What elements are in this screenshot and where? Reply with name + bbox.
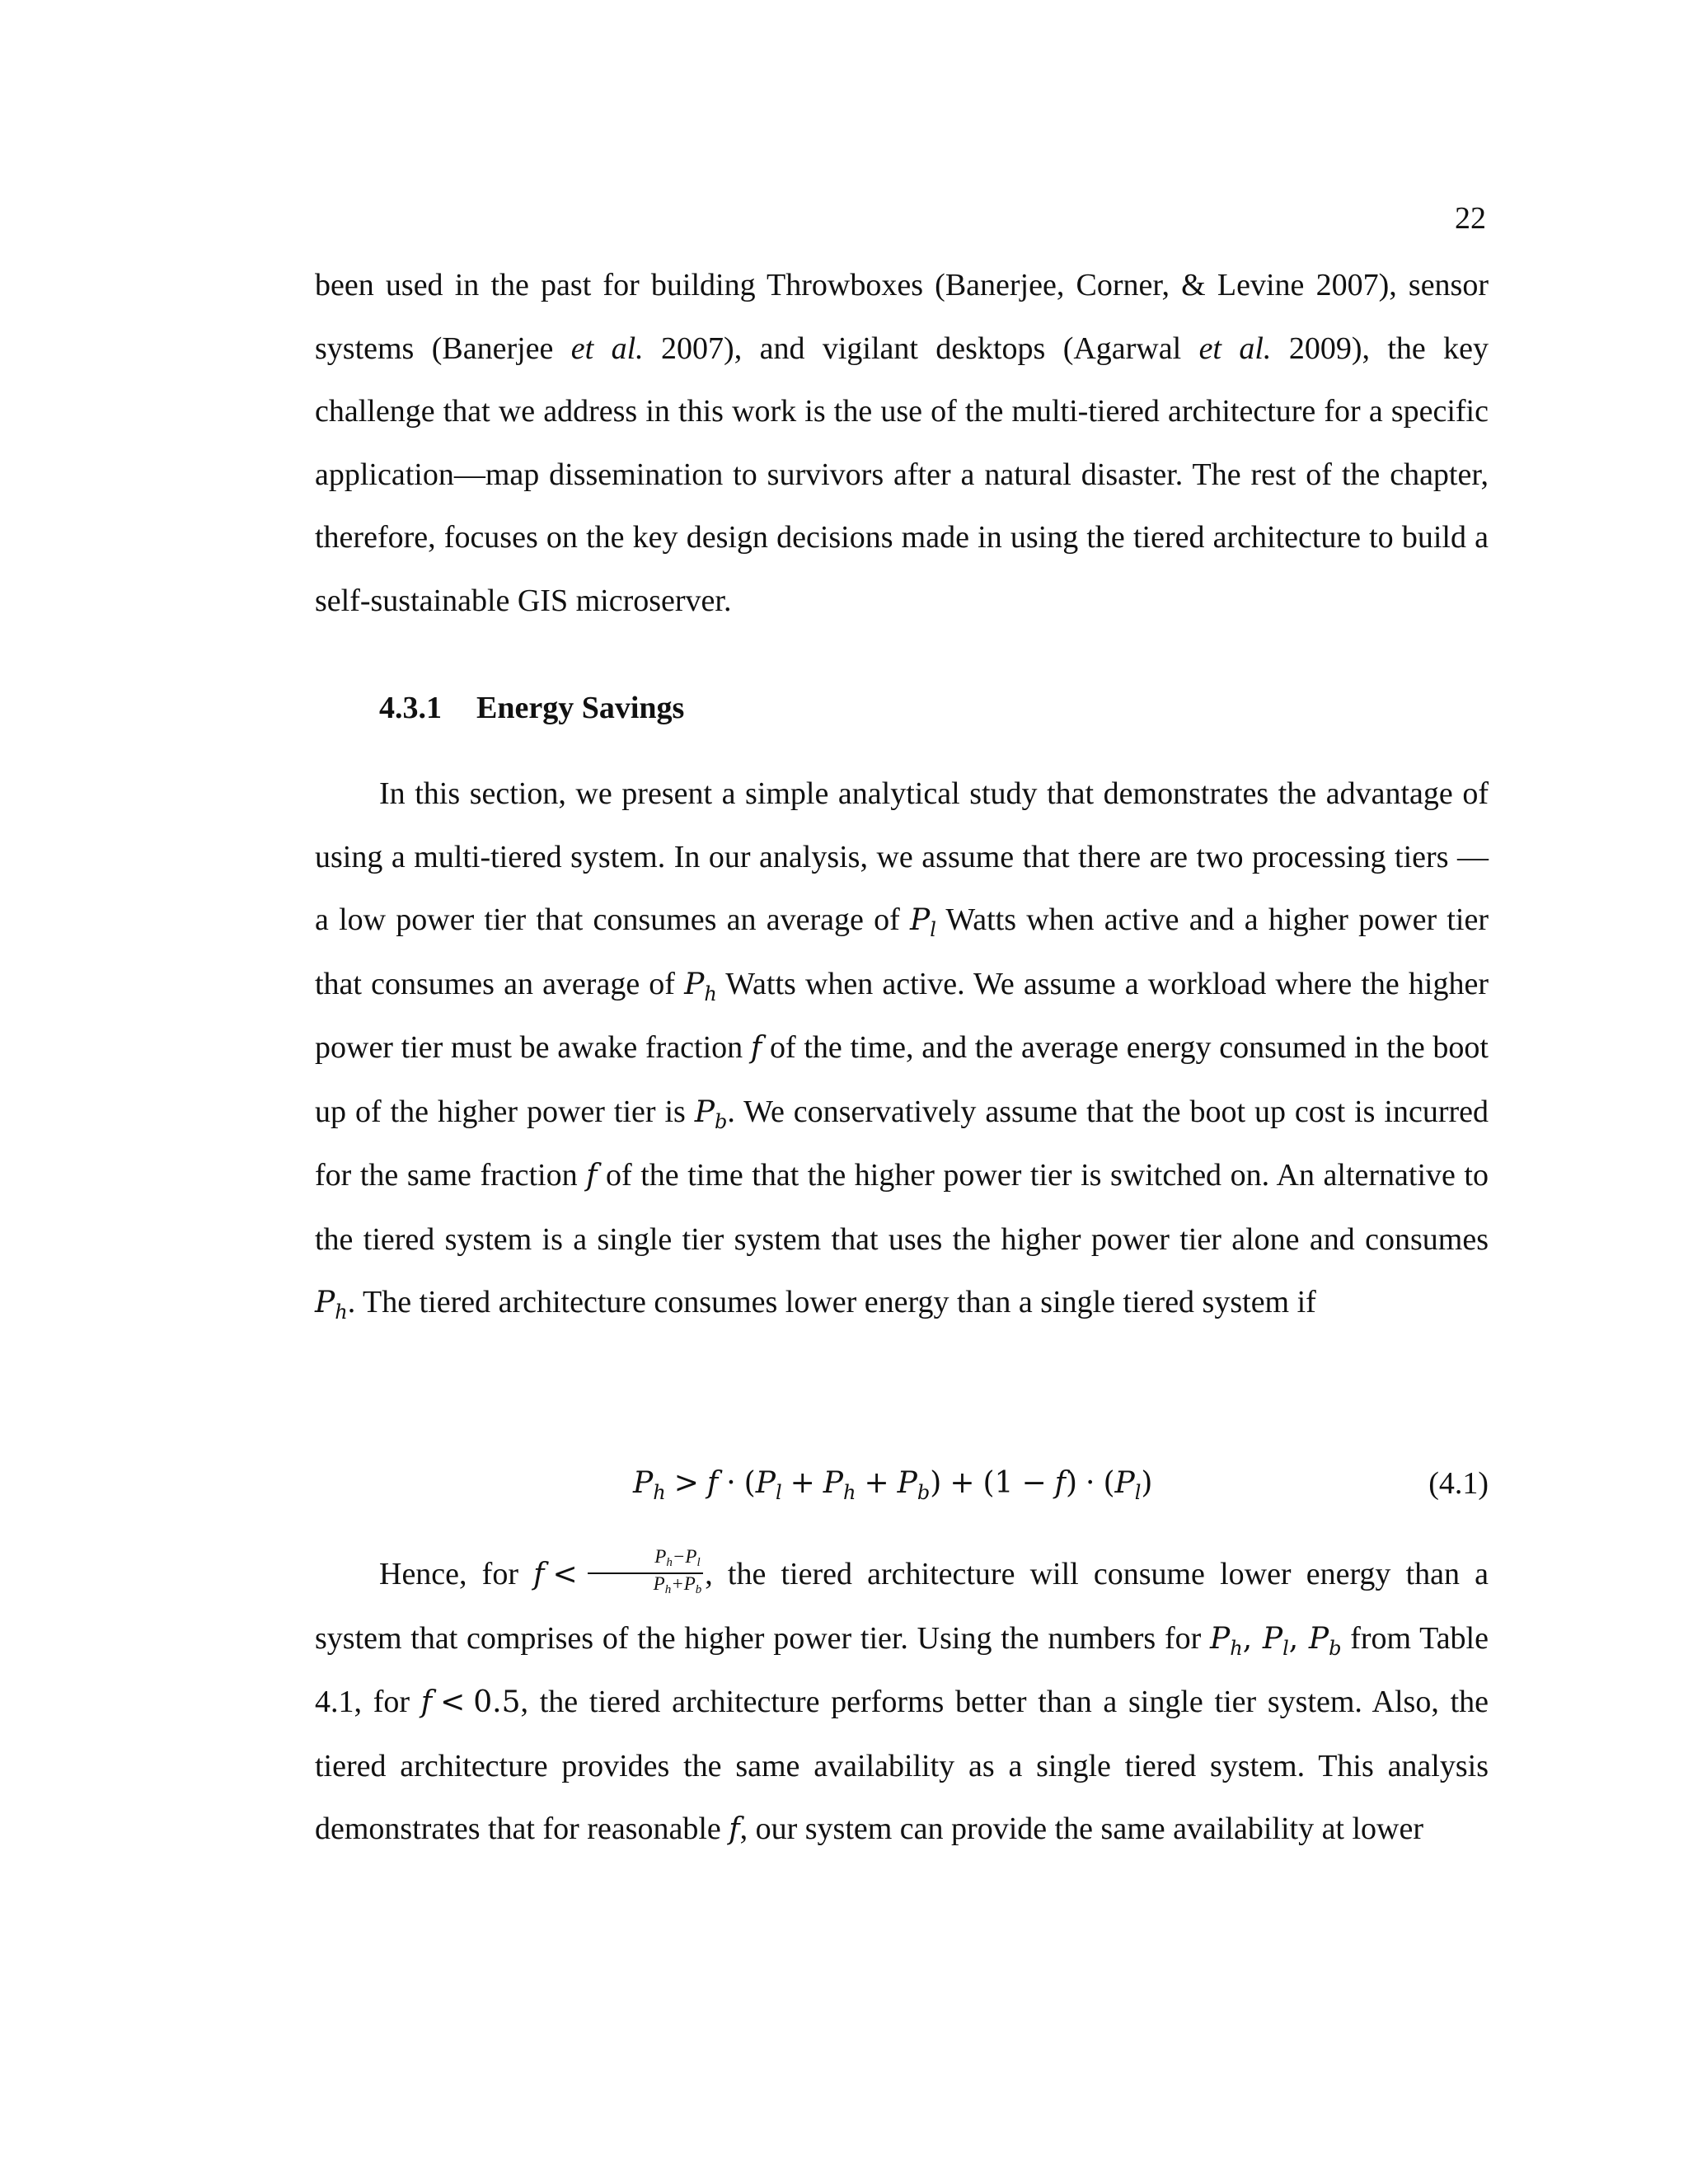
math-p-b: $P_b$: [1308, 1621, 1342, 1660]
paragraph-energy-analysis: [315, 762, 1489, 1335]
text-segment: from Table 4.1, for: [315, 1620, 1489, 1719]
less-than-sign: <: [440, 1685, 466, 1719]
math-f: f: [420, 1685, 433, 1719]
math-f: f: [586, 1159, 598, 1193]
text-segment: , the tiered architecture will consume lower energy than a system that comprises of the higher power tier. Using the numbers for: [315, 1557, 1489, 1656]
less-than-sign: <: [552, 1558, 578, 1591]
math-f: f: [729, 1812, 740, 1846]
text-segment: . The tiered architecture consumes lower energy than a single tiered system if: [347, 1285, 1316, 1319]
math-p-h: $P_h$: [684, 967, 717, 1005]
text-segment: Hence, for: [379, 1557, 534, 1591]
citation-et-al: et al.: [570, 330, 644, 366]
text-segment: Watts when active. We assume a workload where the higher power tier must be awake fraction: [315, 966, 1489, 1065]
text-segment: been used in the past for building Throwboxes (Banerjee, Corner, & Levine 2007), sensor systems (Banerjee: [315, 268, 1489, 366]
equation-4-1: [315, 1460, 1489, 1507]
text-segment: , our system can provide the same availability at lower: [739, 1811, 1424, 1846]
citation-et-al: et al.: [1198, 330, 1272, 366]
text-segment: of the time that the higher power tier is switched on. An alternative to the tiered system is a single tier system that uses the higher power tier alone and consumes: [315, 1158, 1489, 1257]
text-segment: of the time, and the average energy consumed in the boot up of the higher power tier is: [315, 1030, 1489, 1129]
math-p-h: $P_h$: [1210, 1621, 1243, 1660]
section-title: Energy Savings: [476, 691, 685, 725]
math-p-l: $P_l$: [909, 903, 936, 941]
math-p-h: $P_h$: [315, 1286, 348, 1324]
math-f: f: [750, 1031, 762, 1065]
text-segment: 2009), the key challenge that we address in this work is the use of the multi-tiered architecture for a specific application—map dissemination to survivors after a natural disaster. The rest of the chapter, therefore, focuses on the key design decisions made in using the tiered architecture to build a self-sustainable GIS microserver.: [315, 330, 1489, 618]
math-f: f: [533, 1558, 545, 1591]
math-p-l: $P_l$: [1262, 1621, 1289, 1660]
equation-formula: $P_h > f \cdot (P_l + P_h + P_b) + (1 - f) \cdot (P_l)$: [633, 1466, 1153, 1504]
text-segment: . We conservatively assume that the boot up cost is incurred for the same fraction: [315, 1094, 1489, 1193]
page-number: 22: [1455, 201, 1486, 236]
math-value: 0.5: [473, 1685, 521, 1719]
text-segment: 2007), and vigilant desktops (Agarwal: [643, 330, 1199, 366]
paragraph-conclusion: Hence, for f < $\frac{Ph-Pl}{Ph+Pb}$ , the tiered architecture will consume lower energy than a system that comprises of the higher power tier. Using the numbers for $P_h$, $P_l$, $P_b$ from Table 4.1, for f < 0.5, the tiered architecture performs better than a single tier system. Also, the tiered architecture provides the same availability as a single tiered system. This analysis demonstrates that for reasonable f, our system can provide the same availability at lower: [315, 1546, 1489, 1846]
text-segment: , the tiered architecture performs better than a single tier system. Also, the tiered architecture provides the same availability as a single tiered system. This analysis demonstrates that for reasonable: [315, 1685, 1489, 1846]
text-segment: In this section, we present a simple analytical study that demonstrates the advantage of using a multi-tiered system. In our analysis, we assume that there are two processing tiers — a low power tier that consumes an average of: [315, 776, 1489, 937]
section-number: 4.3.1: [379, 691, 442, 725]
text-segment: Watts when active and a higher power tier that consumes an average of: [315, 902, 1489, 1001]
math-p-b: $P_b$: [694, 1094, 728, 1133]
fraction-threshold: $\frac{Ph-Pl}{Ph+Pb}$: [588, 1547, 704, 1600]
section-heading: [379, 687, 684, 729]
equation-number: (4.1): [1428, 1466, 1489, 1501]
paragraph-intro-continued: [315, 254, 1489, 632]
